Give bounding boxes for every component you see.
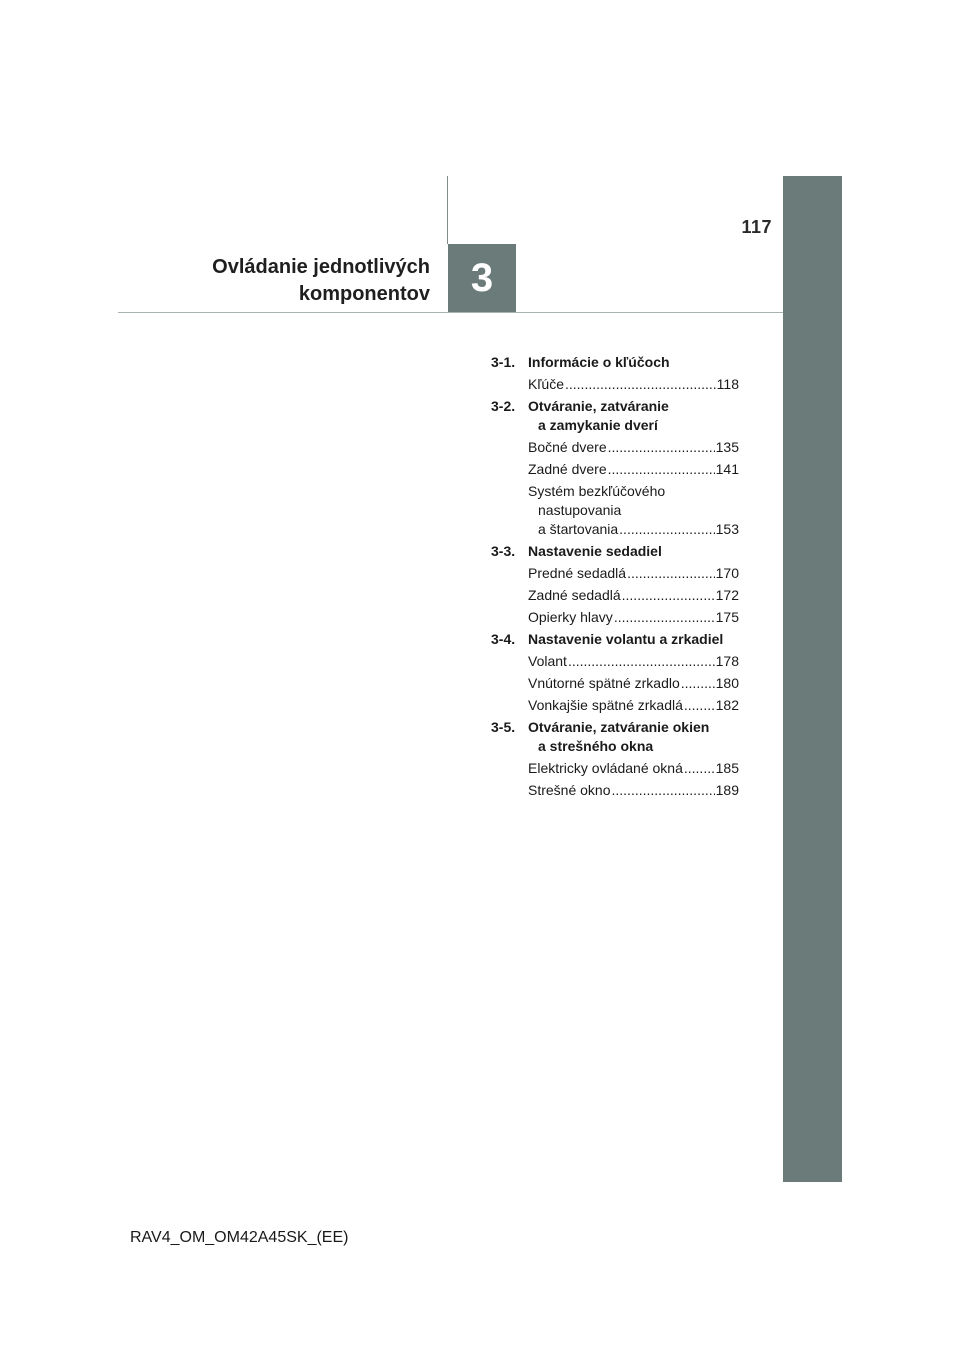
table-of-contents xyxy=(491,353,739,803)
chapter-side-tab xyxy=(783,176,842,1182)
toc-section-title-line: Otváranie, zatváranie xyxy=(528,398,669,414)
toc-entry-label: Strešné okno xyxy=(528,782,611,798)
toc-entry-label: Volant xyxy=(528,653,567,669)
toc-entry[interactable] xyxy=(528,674,739,693)
toc-entry-page-number: 180 xyxy=(715,675,739,691)
dot-leader xyxy=(684,759,715,778)
dot-leader xyxy=(568,652,715,671)
toc-entry[interactable] xyxy=(528,608,739,627)
dot-leader xyxy=(627,564,715,583)
toc-section-heading xyxy=(491,397,739,435)
toc-entry-label: Opierky hlavy xyxy=(528,609,613,625)
toc-entry[interactable] xyxy=(528,586,739,605)
toc-entry-page-number: 189 xyxy=(715,782,739,798)
toc-entry-page-number: 135 xyxy=(715,439,739,455)
toc-section xyxy=(491,718,739,800)
toc-entry-page-number: 175 xyxy=(715,609,739,625)
toc-section-title-line: Nastavenie volantu a zrkadiel xyxy=(528,631,724,647)
toc-section-title xyxy=(528,630,739,649)
toc-section-title-line: Informácie o kľúčoch xyxy=(528,354,670,370)
dot-leader xyxy=(622,586,715,605)
toc-section-heading xyxy=(491,353,739,372)
toc-entry-page-number: 153 xyxy=(715,521,739,537)
toc-entry[interactable] xyxy=(528,460,739,479)
toc-entry-label: Vnútorné spätné zrkadlo xyxy=(528,675,680,691)
toc-section-title xyxy=(528,542,739,561)
toc-section-title xyxy=(528,718,739,756)
dot-leader xyxy=(608,438,715,457)
toc-section xyxy=(491,397,739,539)
toc-entry-page-number: 118 xyxy=(716,376,739,392)
toc-entry-label: Elektricky ovládané okná xyxy=(528,760,683,776)
toc-section xyxy=(491,630,739,715)
toc-entry[interactable] xyxy=(528,482,739,539)
dot-leader xyxy=(684,696,715,715)
toc-entry-label: Predné sedadlá xyxy=(528,565,627,581)
toc-section-heading xyxy=(491,542,739,561)
toc-section-number: 3-4. xyxy=(491,631,516,647)
toc-entry-label: Zadné dvere xyxy=(528,461,607,477)
toc-entry[interactable] xyxy=(528,375,739,394)
toc-section-title-line: Nastavenie sedadiel xyxy=(528,543,662,559)
dot-leader xyxy=(565,375,716,394)
toc-entry-label: Zadné sedadlá xyxy=(528,587,621,603)
toc-entry[interactable] xyxy=(528,652,739,671)
dot-leader xyxy=(681,674,715,693)
toc-section-title-line: a zamykanie dverí xyxy=(538,417,658,433)
toc-section-title xyxy=(528,397,739,435)
toc-section-number: 3-5. xyxy=(491,719,516,735)
toc-entry-page-number: 185 xyxy=(715,760,739,776)
document-code: RAV4_OM_OM42A45SK_(EE) xyxy=(130,1229,349,1246)
toc-section-number: 3-2. xyxy=(491,398,516,414)
toc-entry-label: Bočné dvere xyxy=(528,439,607,455)
toc-entry-page-number: 182 xyxy=(715,697,739,713)
toc-section xyxy=(491,542,739,627)
toc-entry-line: Systém bezkľúčového xyxy=(528,483,666,499)
chapter-title xyxy=(212,254,430,308)
toc-section-number: 3-1. xyxy=(491,354,516,370)
toc-entry-label: Vonkajšie spätné zrkadlá xyxy=(528,697,683,713)
toc-entry-page-number: 170 xyxy=(715,565,739,581)
toc-entry-page-number: 172 xyxy=(715,587,739,603)
toc-section-heading xyxy=(491,630,739,649)
chapter-number-box: 3 xyxy=(448,244,516,312)
toc-section-number: 3-3. xyxy=(491,543,516,559)
toc-section-title-line: Otváranie, zatváranie okien xyxy=(528,719,710,735)
toc-section-title-line: a strešného okna xyxy=(538,738,654,754)
toc-entry-label: Kľúče xyxy=(528,376,564,392)
chapter-title-line: komponentov xyxy=(298,283,430,305)
toc-section-title xyxy=(528,353,739,372)
chapter-title-line: Ovládanie jednotlivých xyxy=(212,256,430,278)
toc-entry-label: a štartovania xyxy=(538,521,619,537)
toc-section-heading xyxy=(491,718,739,756)
dot-leader xyxy=(614,608,715,627)
toc-entry[interactable] xyxy=(528,696,739,715)
dot-leader xyxy=(619,520,714,539)
toc-entry[interactable] xyxy=(528,438,739,457)
toc-section xyxy=(491,353,739,394)
toc-entry[interactable] xyxy=(528,781,739,800)
toc-entry-page-number: 141 xyxy=(715,461,739,477)
toc-entry-page-number: 178 xyxy=(715,653,739,669)
header-horizontal-rule xyxy=(118,312,783,313)
dot-leader xyxy=(612,781,715,800)
toc-entry[interactable] xyxy=(528,564,739,583)
toc-entry[interactable] xyxy=(528,759,739,778)
header-vertical-rule xyxy=(447,176,448,244)
toc-entry-line: nastupovania xyxy=(538,502,622,518)
page-number: 117 xyxy=(741,217,772,237)
dot-leader xyxy=(608,460,715,479)
